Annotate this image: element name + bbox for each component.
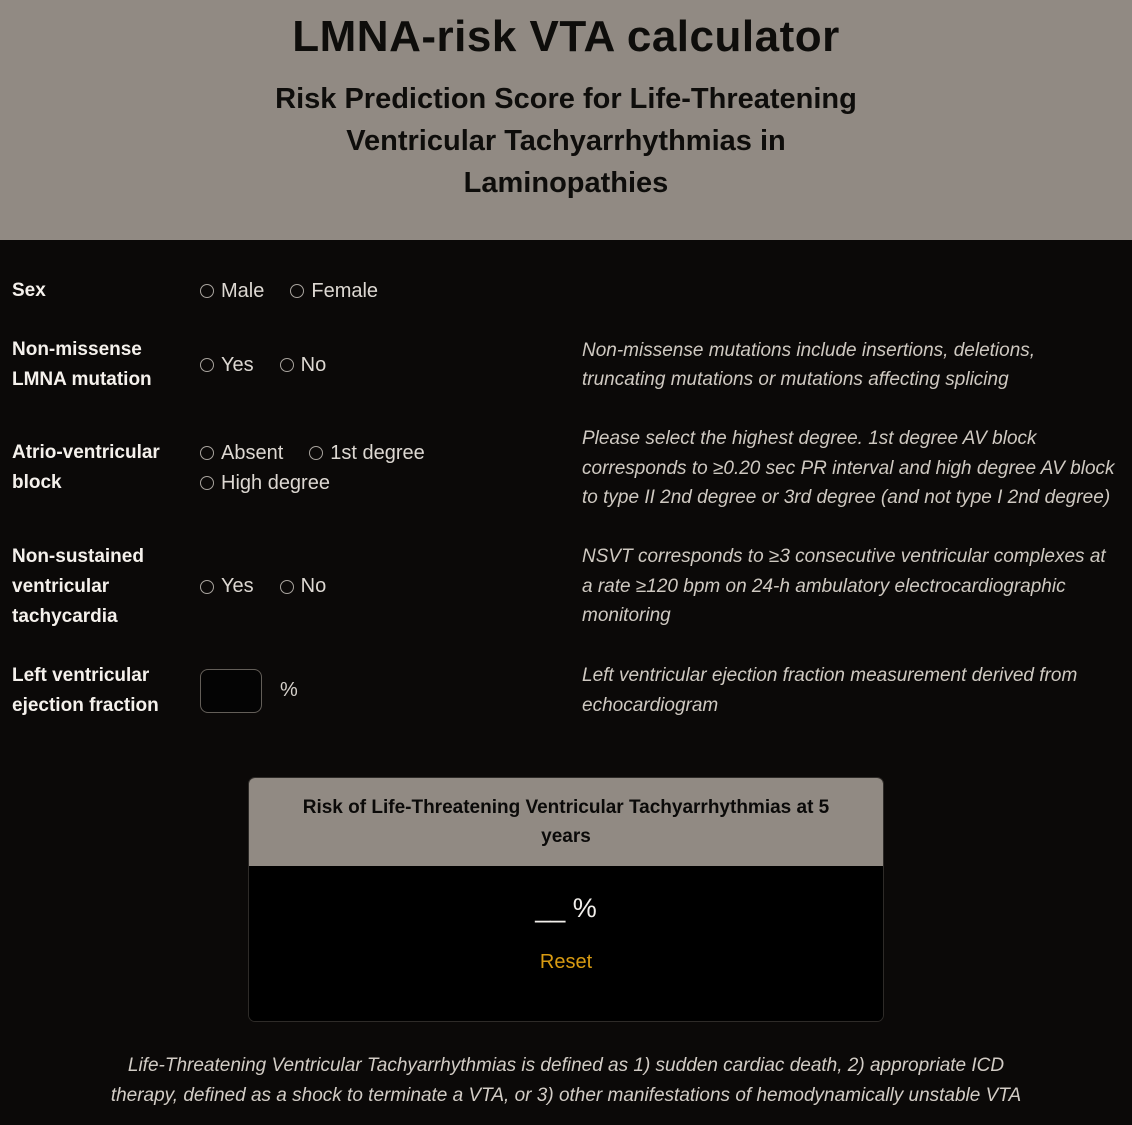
av-block-options bbox=[200, 442, 450, 495]
sex-label: Sex bbox=[12, 280, 46, 301]
radio-label-no: No bbox=[300, 353, 327, 376]
lvef-input[interactable] bbox=[200, 669, 262, 713]
page-subtitle: Risk Prediction Score for Life-Threatening Ventricular Tachyarrhythmias in Laminopathies bbox=[275, 83, 857, 199]
av-block-label: Atrio-ventricular block bbox=[12, 442, 160, 494]
reset-button[interactable]: Reset bbox=[539, 950, 593, 973]
radio-icon[interactable] bbox=[290, 284, 304, 298]
radio-icon[interactable] bbox=[280, 358, 294, 372]
radio-label-no: No bbox=[300, 575, 327, 597]
form-row-av-block bbox=[12, 424, 1120, 513]
lvef-label: Left ventricular ejection fraction bbox=[12, 664, 159, 716]
nonmissense-options bbox=[200, 354, 582, 377]
radio-option-av-1st-degree[interactable] bbox=[309, 442, 425, 465]
radio-icon[interactable] bbox=[309, 446, 323, 460]
radio-option-nsvt-yes[interactable] bbox=[200, 575, 254, 598]
form-row-nsvt bbox=[12, 542, 1120, 632]
nonmissense-label: Non-missense LMNA mutation bbox=[12, 339, 152, 390]
lvef-help: Left ventricular ejection fraction measurement derived from echocardiogram bbox=[582, 665, 1078, 716]
nsvt-label: Non-sustained ventricular tachycardia bbox=[12, 545, 144, 627]
radio-icon[interactable] bbox=[200, 476, 214, 490]
radio-icon[interactable] bbox=[200, 580, 214, 594]
radio-option-female[interactable] bbox=[290, 280, 378, 303]
definition-footnote: Life-Threatening Ventricular Tachyarrhythmias is defined as 1) sudden cardiac death, 2) appropriate ICD therapy, defined as a shock to terminate a VTA, or 3) other manifestations of hemodynamically unstable VTA bbox=[110, 1054, 1022, 1106]
nonmissense-help: Non-missense mutations include insertions, deletions, truncating mutations or mutations affecting splicing bbox=[582, 339, 1036, 390]
radio-label-yes: Yes bbox=[221, 353, 254, 376]
lvef-unit-label: % bbox=[280, 679, 298, 701]
result-panel bbox=[248, 777, 884, 1022]
radio-icon[interactable] bbox=[280, 580, 294, 594]
sex-options bbox=[200, 280, 582, 303]
av-block-help: Please select the highest degree. 1st degree AV block corresponds to ≥0.20 sec PR interval and high degree AV block to type II 2nd degree or 3rd degree (and not type I 2nd degree) bbox=[582, 428, 1115, 508]
radio-label-yes: Yes bbox=[221, 575, 254, 597]
radio-option-nsvt-no[interactable] bbox=[280, 575, 327, 598]
radio-icon[interactable] bbox=[200, 358, 214, 372]
app-header bbox=[0, 0, 1132, 240]
result-panel-title: Risk of Life-Threatening Ventricular Tachyarrhythmias at 5 years bbox=[249, 778, 883, 866]
risk-result-value: __ % bbox=[535, 892, 597, 923]
radio-icon[interactable] bbox=[200, 446, 214, 460]
calculator-form bbox=[0, 240, 1132, 721]
radio-option-mutation-yes[interactable] bbox=[200, 354, 254, 377]
radio-option-av-absent[interactable] bbox=[200, 442, 283, 465]
radio-label-1st-degree: 1st degree bbox=[330, 441, 425, 464]
form-row-lvef bbox=[12, 661, 1120, 721]
radio-label-female: Female bbox=[311, 279, 379, 302]
radio-option-av-high-degree[interactable] bbox=[200, 472, 330, 495]
radio-option-male[interactable] bbox=[200, 280, 264, 303]
form-row-nonmissense-mutation bbox=[12, 335, 1120, 395]
radio-label-high-degree: High degree bbox=[221, 471, 330, 494]
form-row-sex bbox=[12, 276, 1120, 306]
page-title: LMNA-risk VTA calculator bbox=[292, 12, 840, 61]
nsvt-help: NSVT corresponds to ≥3 consecutive ventricular complexes at a rate ≥120 bpm on 24-h ambulatory electrocardiographic monitoring bbox=[582, 546, 1106, 627]
radio-label-male: Male bbox=[221, 279, 265, 302]
lvef-input-group bbox=[200, 669, 582, 713]
radio-icon[interactable] bbox=[200, 284, 214, 298]
radio-label-absent: Absent bbox=[221, 441, 284, 464]
nsvt-options bbox=[200, 575, 582, 598]
result-panel-body bbox=[249, 866, 883, 1021]
radio-option-mutation-no[interactable] bbox=[280, 354, 327, 377]
